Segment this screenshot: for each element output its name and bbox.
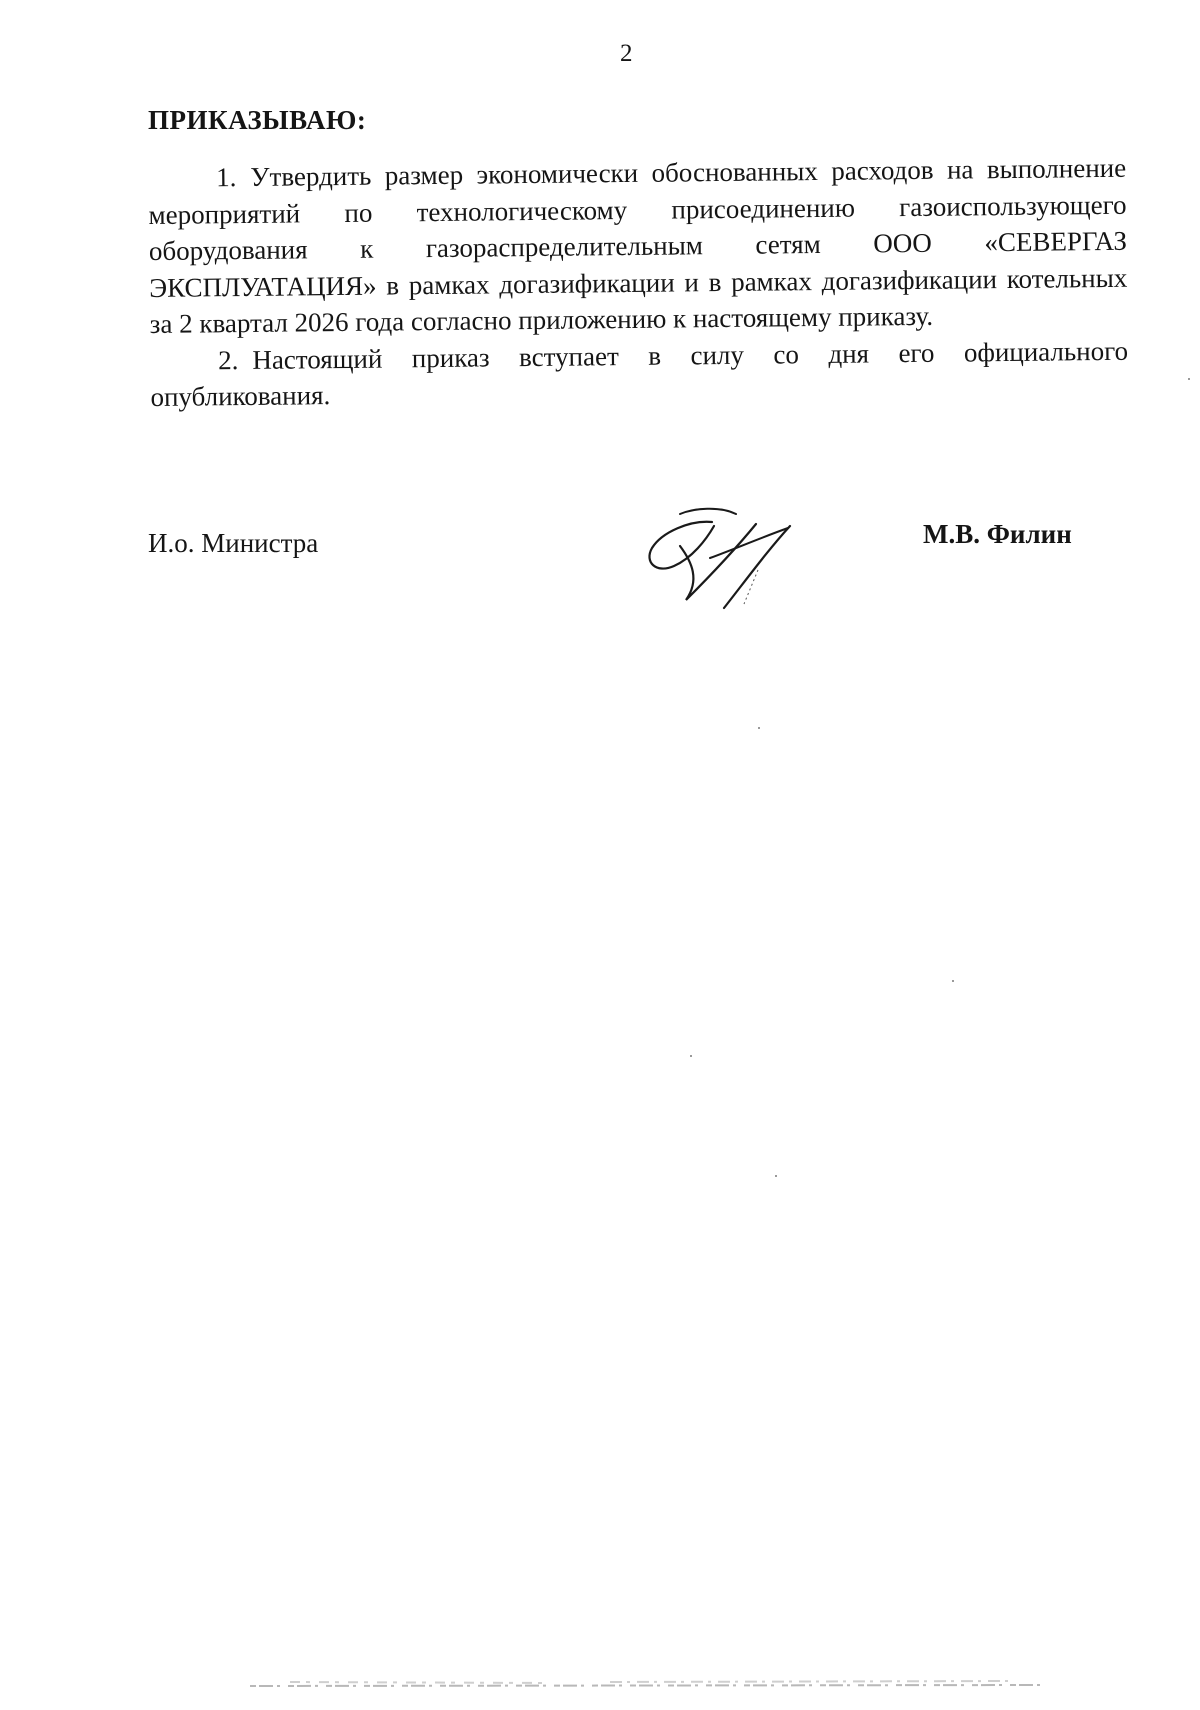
scan-speck xyxy=(690,1055,692,1057)
scan-speck xyxy=(952,980,954,982)
paragraph-number: 1. xyxy=(216,162,237,193)
order-body xyxy=(148,150,1129,416)
scan-artifact xyxy=(250,1678,1040,1692)
paragraph-number: 2. xyxy=(217,344,239,375)
scan-speck xyxy=(775,1175,777,1177)
paragraph-text: Настоящий приказ вступает в силу со дня его официального опубликования. xyxy=(150,335,1129,412)
signatory-name: М.В. Филин xyxy=(923,519,1072,549)
order-paragraph-2 xyxy=(150,332,1129,415)
handwritten-signature xyxy=(640,500,820,610)
order-heading: ПРИКАЗЫВАЮ: xyxy=(148,105,367,135)
scan-speck xyxy=(1188,378,1190,380)
signatory-title: И.о. Министра xyxy=(148,528,319,558)
scan-speck xyxy=(758,727,760,729)
paragraph-text: Утвердить размер экономически обоснованных расходов на выполнение мероприятий по технологическому присоединению газоиспользующего оборудования к газораспределительным сетям ООО «СЕВЕРГАЗ ЭКСПЛУАТАЦИЯ» в рамках догазификации и в рамках догазификации котельных за 2 квартал 2026 года согласно приложению к настоящему приказу. xyxy=(148,152,1128,339)
order-paragraph-1 xyxy=(148,150,1128,343)
page-number: 2 xyxy=(620,40,633,67)
